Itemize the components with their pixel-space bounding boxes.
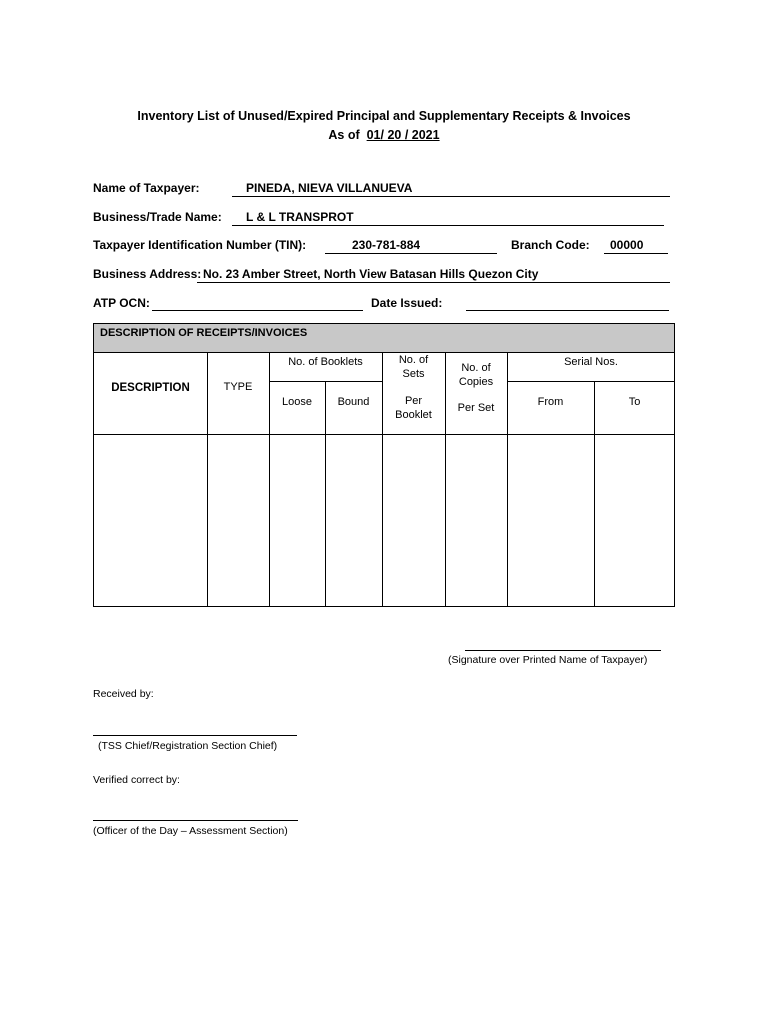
date-issued-line bbox=[466, 310, 669, 311]
form-title: Inventory List of Unused/Expired Principal and Supplementary Receipts & Invoices bbox=[137, 109, 631, 123]
received-by-label: Received by: bbox=[93, 688, 154, 700]
header-copies-per: Per Set bbox=[457, 402, 495, 414]
header-sets: No. of Sets bbox=[398, 354, 429, 380]
tin-label: Taxpayer Identification Number (TIN): bbox=[93, 238, 307, 252]
received-signature-line bbox=[93, 735, 297, 736]
header-description: DESCRIPTION bbox=[111, 382, 190, 394]
address-label: Business Address: bbox=[93, 267, 202, 281]
atp-line bbox=[152, 310, 363, 311]
atp-label: ATP OCN: bbox=[93, 296, 150, 310]
address-line bbox=[197, 282, 670, 283]
header-copies: No. of Copies bbox=[458, 362, 494, 388]
header-loose: Loose bbox=[282, 396, 312, 408]
col-divider bbox=[445, 353, 446, 607]
header-booklets: No. of Booklets bbox=[288, 356, 363, 368]
table-band bbox=[94, 324, 674, 353]
taxpayer-label: Name of Taxpayer: bbox=[93, 181, 200, 195]
taxpayer-line bbox=[232, 196, 670, 197]
col-divider bbox=[507, 353, 508, 607]
as-of-date: 01/ 20 / 2021 bbox=[366, 128, 440, 142]
header-from: From bbox=[537, 396, 564, 408]
as-of-label: As of bbox=[328, 128, 360, 142]
verified-by-label: Verified correct by: bbox=[93, 774, 180, 786]
verified-signature-line bbox=[93, 820, 298, 821]
verified-caption: (Officer of the Day – Assessment Section) bbox=[93, 825, 288, 837]
tin-value: 230-781-884 bbox=[352, 238, 421, 252]
taxpayer-value: PINEDA, NIEVA VILLANUEVA bbox=[246, 181, 413, 195]
taxpayer-signature-line bbox=[465, 650, 661, 651]
header-to: To bbox=[628, 396, 641, 408]
header-sets-per: Per Booklet bbox=[395, 395, 432, 421]
as-of-line bbox=[0, 128, 768, 142]
col-divider bbox=[325, 381, 326, 607]
business-value: L & L TRANSPROT bbox=[246, 210, 354, 224]
col-divider bbox=[594, 381, 595, 607]
received-caption: (TSS Chief/Registration Section Chief) bbox=[98, 740, 278, 752]
header-serial: Serial Nos. bbox=[564, 356, 618, 368]
business-line bbox=[232, 225, 664, 226]
row-divider bbox=[94, 434, 674, 435]
col-divider bbox=[382, 353, 383, 607]
header-bound: Bound bbox=[337, 396, 370, 408]
row-divider bbox=[269, 381, 382, 382]
col-divider bbox=[269, 353, 270, 607]
header-type: TYPE bbox=[223, 381, 253, 393]
address-value: No. 23 Amber Street, North View Batasan Hills Quezon City bbox=[203, 267, 539, 281]
date-issued-label: Date Issued: bbox=[371, 296, 443, 310]
table-band-title: DESCRIPTION OF RECEIPTS/INVOICES bbox=[100, 327, 308, 339]
row-divider bbox=[507, 381, 675, 382]
branch-line bbox=[604, 253, 668, 254]
receipts-table bbox=[93, 323, 675, 607]
business-label: Business/Trade Name: bbox=[93, 210, 222, 224]
taxpayer-signature-caption: (Signature over Printed Name of Taxpayer) bbox=[448, 654, 648, 666]
branch-label: Branch Code: bbox=[511, 238, 590, 252]
tin-line bbox=[325, 253, 497, 254]
branch-value: 00000 bbox=[610, 238, 644, 252]
